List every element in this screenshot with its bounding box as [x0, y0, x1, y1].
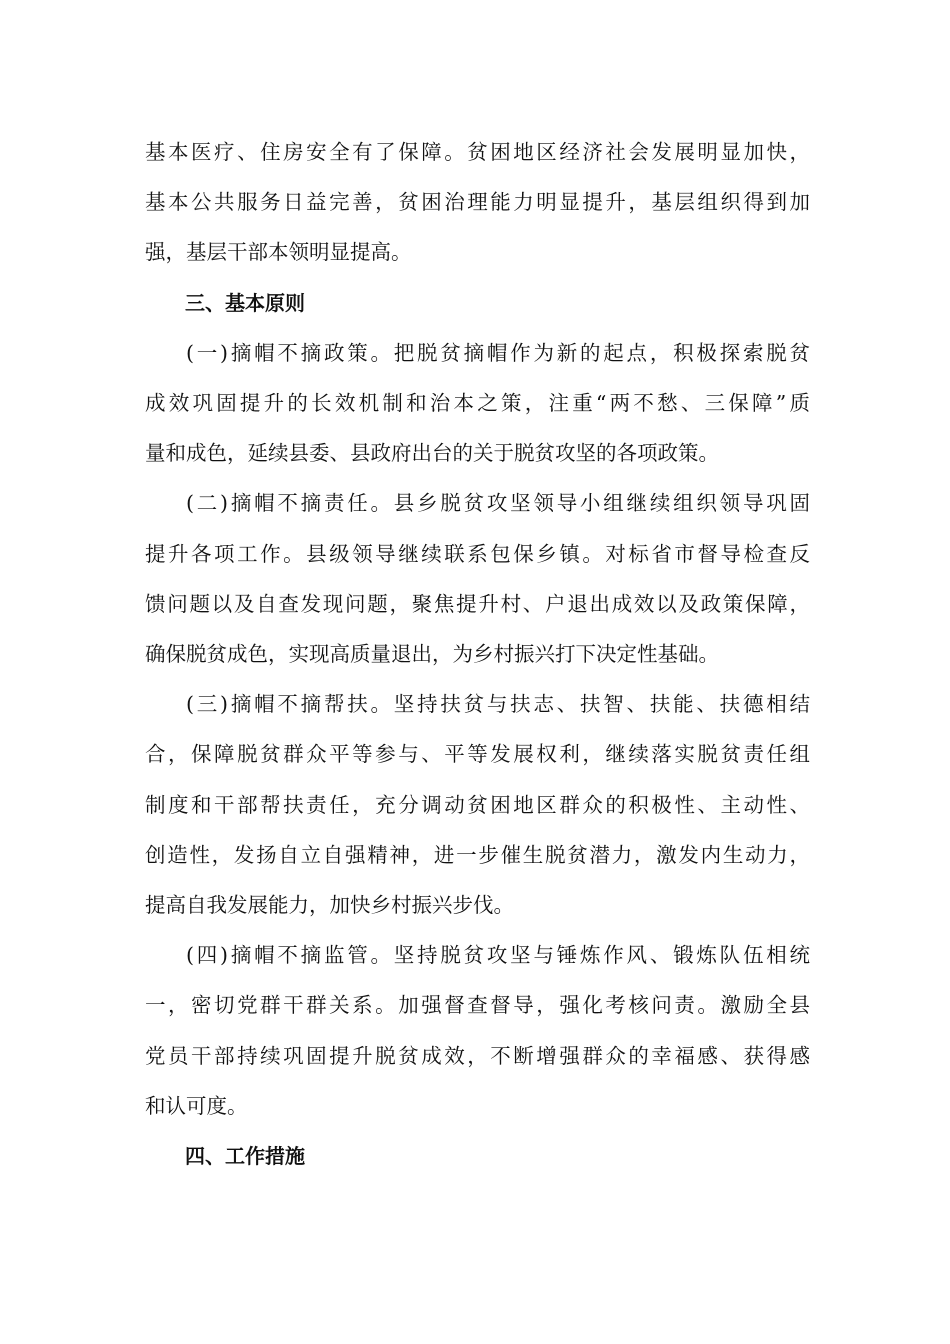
text-line: 合，保障脱贫群众平等参与、平等发展权利，继续落实脱贫责任组 [145, 742, 810, 767]
text-line: 基本公共服务日益完善，贫困治理能力明显提升，基层组织得到加 [145, 190, 810, 215]
text-line: 强，基层干部本领明显提高。 [145, 240, 412, 265]
paragraph-principle-3 [145, 679, 810, 930]
text-line: (四)摘帽不摘监管。坚持脱贫攻坚与锤炼作风、锻炼队伍相统 [186, 943, 810, 968]
text-line: 党员干部持续巩固提升脱贫成效，不断增强群众的幸福感、获得感 [145, 1043, 810, 1068]
text-line: 制度和干部帮扶责任，充分调动贫困地区群众的积极性、主动性、 [145, 792, 810, 817]
text-line: 提升各项工作。县级领导继续联系包保乡镇。对标省市督导检查反 [145, 541, 810, 566]
document-body [145, 127, 810, 1181]
text-line: 馈问题以及自查发现问题，聚焦提升村、户退出成效以及政策保障， [145, 591, 810, 616]
text-line: 和认可度。 [145, 1093, 248, 1118]
paragraph-principle-4 [145, 930, 810, 1131]
text-line: 一，密切党群干群关系。加强督查督导，强化考核问责。激励全县 [145, 993, 810, 1018]
text-line: 量和成色，延续县委、县政府出台的关于脱贫攻坚的各项政策。 [145, 441, 719, 466]
text-line: 创造性，发扬自立自强精神，进一步催生脱贫潜力，激发内生动力， [145, 842, 810, 867]
text-line: 基本医疗、住房安全有了保障。贫困地区经济社会发展明显加快， [145, 140, 810, 164]
text-line: 成效巩固提升的长效机制和治本之策，注重“两不愁、三保障”质 [145, 391, 810, 416]
paragraph-principle-2 [145, 478, 810, 679]
text-line: 确保脱贫成色，实现高质量退出，为乡村振兴打下决定性基础。 [145, 642, 719, 667]
text-line: (一)摘帽不摘政策。把脱贫摘帽作为新的起点，积极探索脱贫 [186, 340, 810, 365]
text-line: (二)摘帽不摘责任。县乡脱贫攻坚领导小组继续组织领导巩固 [186, 491, 810, 516]
section-heading-basic-principles: 三、基本原则 [185, 290, 305, 315]
paragraph-principle-1 [145, 328, 810, 479]
text-line: (三)摘帽不摘帮扶。坚持扶贫与扶志、扶智、扶能、扶德相结 [186, 692, 810, 717]
paragraph-continuation [145, 127, 810, 278]
section-heading-work-measures: 四、工作措施 [185, 1144, 305, 1169]
text-line: 提高自我发展能力，加快乡村振兴步伐。 [145, 893, 514, 918]
